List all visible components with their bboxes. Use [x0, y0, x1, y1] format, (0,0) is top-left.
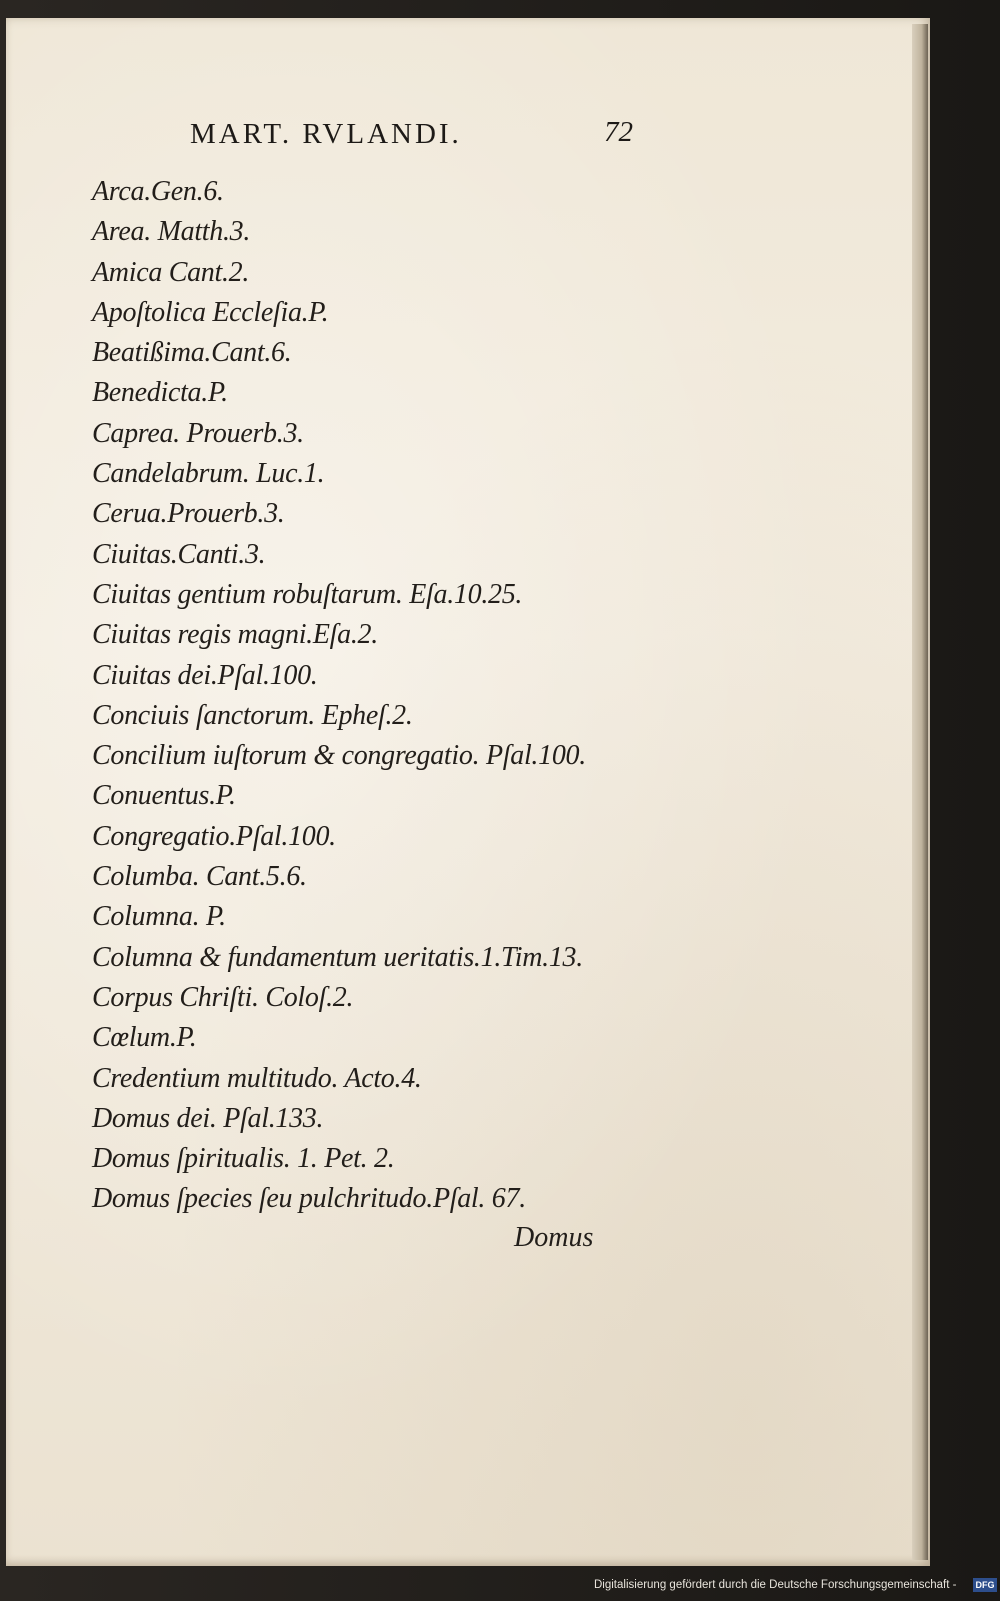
- list-item: Benedicta.P.: [92, 377, 228, 409]
- page-edge: [912, 24, 928, 1560]
- list-item: Domus dei. Pſal.133.: [92, 1102, 324, 1134]
- list-item: Area. Matth.3.: [92, 216, 251, 248]
- list-item: Apoſtolica Eccleſia.P.: [92, 296, 329, 328]
- list-item: Amica Cant.2.: [92, 256, 250, 288]
- list-item: Caprea. Prouerb.3.: [92, 417, 304, 449]
- list-item: Ciuitas gentium robuſtarum. Eſa.10.25.: [92, 578, 523, 610]
- list-item: Columna. P.: [92, 901, 226, 933]
- list-item: Cerua.Prouerb.3.: [92, 498, 285, 530]
- list-item: Credentium multitudo. Acto.4.: [92, 1062, 422, 1094]
- list-item: Concilium iuſtorum & congregatio. Pſal.100.: [92, 740, 586, 772]
- list-item: Conciuis ſanctorum. Epheſ.2.: [92, 699, 413, 731]
- list-item: Ciuitas regis magni.Eſa.2.: [92, 619, 378, 651]
- list-item: Ciuitas.Canti.3.: [92, 538, 266, 570]
- digitization-credit: Digitalisierung gefördert durch die Deutsche Forschungsgemeinschaft -: [594, 1579, 957, 1591]
- list-item: Ciuitas dei.Pſal.100.: [92, 659, 318, 691]
- list-item: Domus ſpecies ſeu pulchritudo.Pſal. 67.: [92, 1183, 526, 1215]
- list-item: Domus ſpiritualis. 1. Pet. 2.: [92, 1143, 395, 1175]
- list-item: Cœlum.P.: [92, 1022, 197, 1054]
- dfg-logo: DFG: [973, 1578, 997, 1592]
- page-number: 72: [604, 116, 633, 148]
- entry-list: [92, 172, 586, 1220]
- list-item: Arca.Gen.6.: [92, 176, 224, 207]
- running-head: MART. RVLANDI.: [190, 118, 462, 150]
- list-item: Columna & fundamentum ueritatis.1.Tim.13.: [92, 941, 583, 973]
- list-item: Candelabrum. Luc.1.: [92, 458, 325, 490]
- list-item: Conuentus.P.: [92, 780, 236, 812]
- list-item: Beatißima.Cant.6.: [92, 337, 292, 369]
- list-item: Congregatio.Pſal.100.: [92, 820, 336, 852]
- list-item: Columba. Cant.5.6.: [92, 861, 307, 893]
- catchword: Domus: [514, 1222, 594, 1253]
- list-item: Corpus Chriſti. Coloſ.2.: [92, 981, 354, 1013]
